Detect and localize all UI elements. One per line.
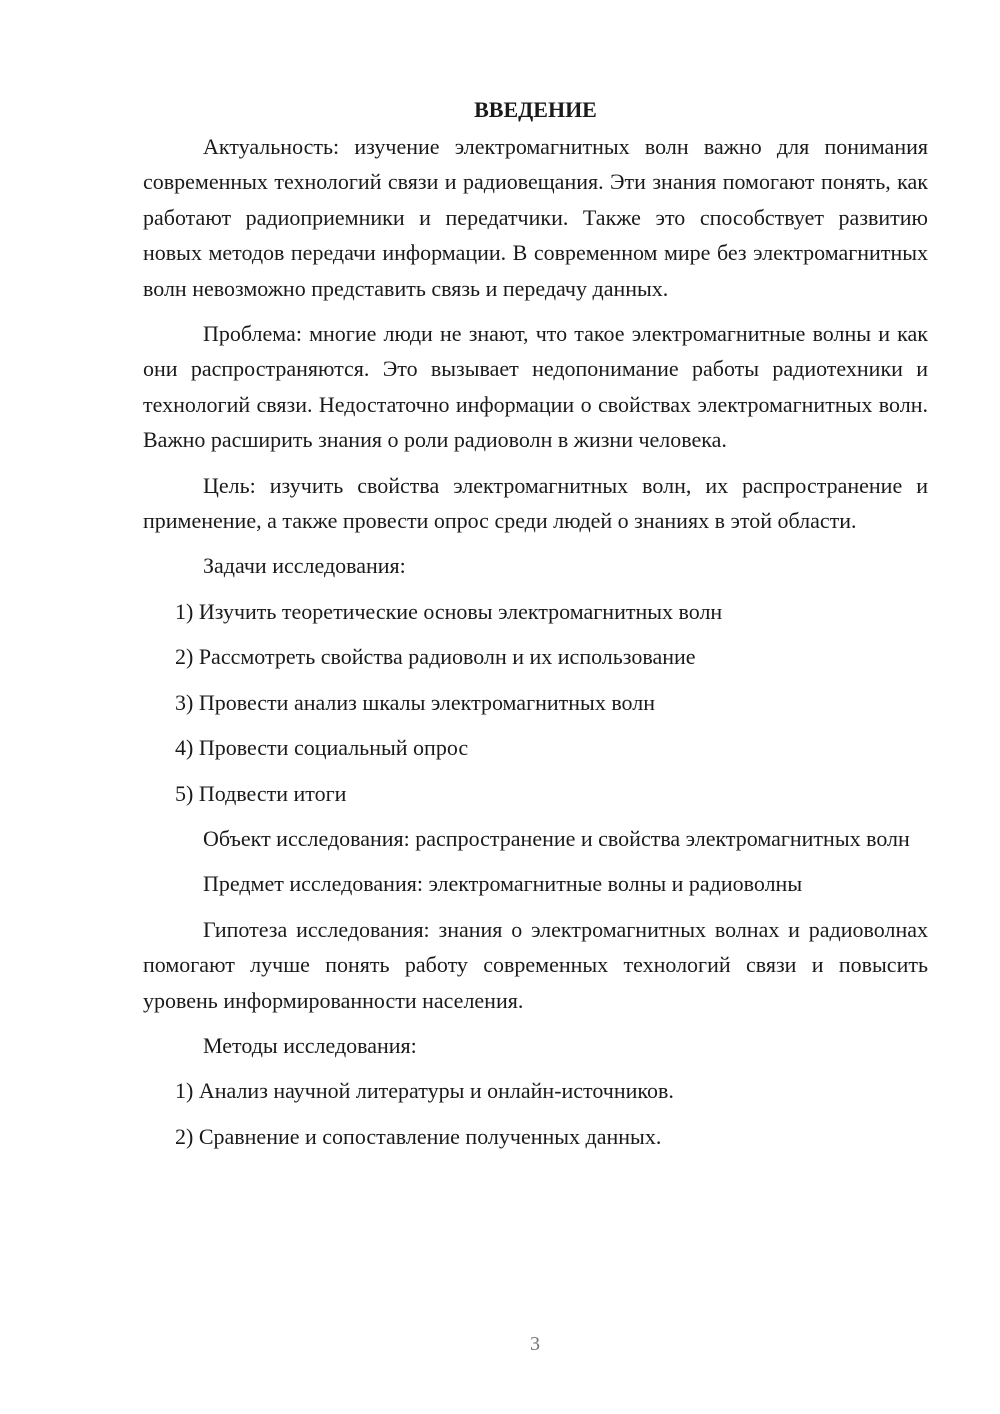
- task-item: 1) Изучить теоретические основы электромагнитных волн: [175, 598, 723, 624]
- section-heading: ВВЕДЕНИЕ: [474, 97, 597, 122]
- task-item: 3) Провести анализ шкалы электромагнитных волн: [175, 689, 656, 715]
- hypothesis-paragraph: Гипотеза исследования: знания о электромагнитных волнах и радиоволнах помогают лучше понять работу современных технологий связи и повысить уровень информированности населения.: [143, 916, 928, 1013]
- subject-paragraph: Предмет исследования: электромагнитные волны и радиоволны: [203, 871, 803, 897]
- methods-title: Методы исследования:: [203, 1032, 417, 1058]
- method-item: 1) Анализ научной литературы и онлайн-источников.: [175, 1078, 674, 1104]
- goal-paragraph: Цель: изучить свойства электромагнитных волн, их распространение и применение, а также провести опрос среди людей о знаниях в этой области.: [143, 472, 928, 534]
- page-number: 3: [530, 1333, 540, 1355]
- relevance-paragraph: Актуальность: изучение электромагнитных волн важно для понимания современных технологий связи и радиовещания. Эти знания помогают понять, как работают радиоприемники и передатчики. Также это способствует развитию новых методов передачи информации. В современном мире без электромагнитных волн невозможно представить связь и передачу данных.: [143, 134, 928, 301]
- page-content: [143, 92, 928, 1164]
- tasks-title: Задачи исследования:: [203, 553, 406, 579]
- task-item: 2) Рассмотреть свойства радиоволн и их использование: [175, 644, 696, 670]
- object-paragraph: Объект исследования: распространение и свойства электромагнитных волн: [203, 825, 910, 851]
- method-item: 2) Сравнение и сопоставление полученных данных.: [175, 1123, 662, 1149]
- task-item: 4) Провести социальный опрос: [175, 735, 469, 761]
- problem-paragraph: Проблема: многие люди не знают, что такое электромагнитные волны и как они распространяются. Это вызывает недопонимание работы радиотехники и технологий связи. Недостаточно информации о свойствах электромагнитных волн. Важно расширить знания о роли радиоволн в жизни человека.: [143, 321, 928, 453]
- task-item: 5) Подвести итоги: [175, 780, 347, 806]
